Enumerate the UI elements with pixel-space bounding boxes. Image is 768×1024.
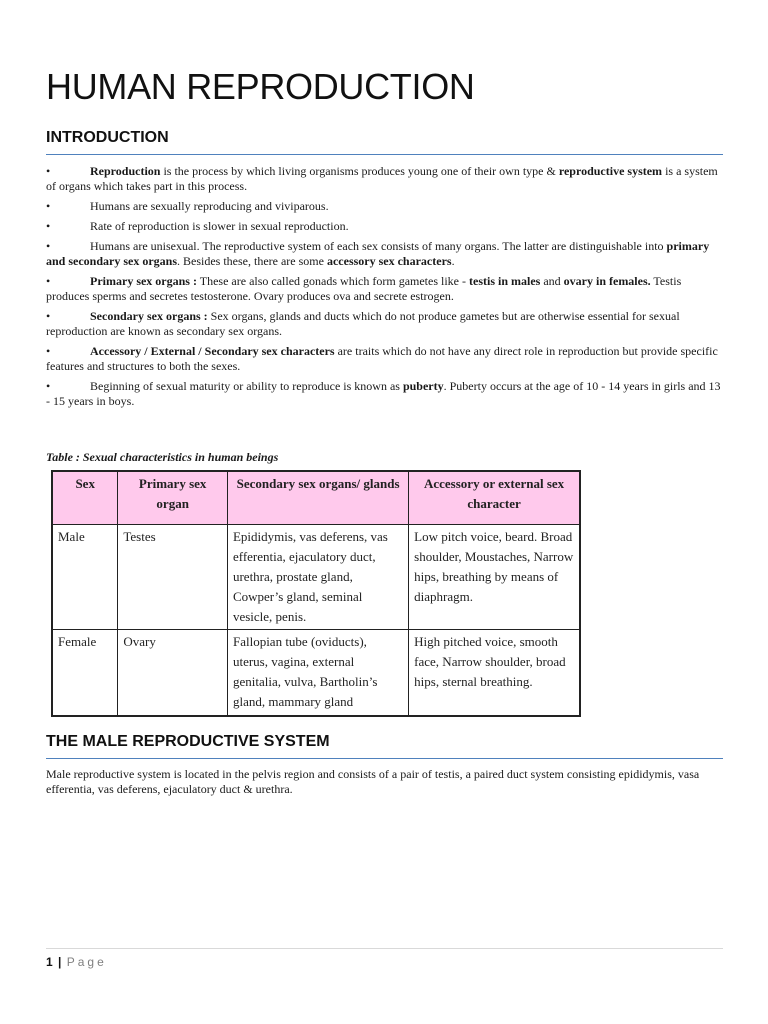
bold-term: ovary in females. bbox=[563, 274, 651, 288]
table-cell-secondary: Epididymis, vas deferens, vas efferentia, ejaculatory duct, urethra, prostate gland, Cowper’s gland, seminal vesicle, penis. bbox=[227, 525, 408, 630]
header-accessory-sex-character: Accessory or external sex character bbox=[409, 471, 580, 525]
table-cell-sex: Male bbox=[52, 525, 118, 630]
intro-list-item bbox=[46, 219, 723, 234]
page-footer bbox=[46, 955, 107, 969]
header-secondary-sex-organs: Secondary sex organs/ glands bbox=[227, 471, 408, 525]
bullet-icon: • bbox=[46, 344, 51, 358]
header-primary-sex-organ: Primary sex organ bbox=[118, 471, 228, 525]
body-text: Rate of reproduction is slower in sexual reproduction. bbox=[90, 219, 349, 233]
bold-term: accessory sex characters bbox=[326, 254, 452, 268]
body-text: Beginning of sexual maturity or ability to reproduce is known as bbox=[90, 379, 403, 393]
table-cell-primary: Testes bbox=[118, 525, 228, 630]
intro-list-item bbox=[46, 344, 723, 374]
page-number: 1 bbox=[46, 955, 53, 969]
intro-list-item bbox=[46, 309, 723, 339]
intro-list-item bbox=[46, 164, 723, 194]
body-text: Testis produces sperms and secretes testosterone. Ovary produces ova and secrete estrogen. bbox=[46, 274, 682, 303]
bold-term: Primary sex organs : bbox=[90, 274, 197, 288]
header-sex: Sex bbox=[52, 471, 118, 525]
bold-term: Accessory / External / Secondary sex characters bbox=[90, 344, 335, 358]
body-text: is the process by which living organisms produces young one of their own type & bbox=[160, 164, 559, 178]
introduction-list bbox=[46, 164, 723, 414]
bullet-icon: • bbox=[46, 239, 51, 253]
bold-term: primary and secondary sex organs bbox=[46, 239, 710, 268]
male-system-heading: THE MALE REPRODUCTIVE SYSTEM bbox=[46, 733, 330, 750]
male-system-rule bbox=[46, 758, 723, 759]
introduction-heading: INTRODUCTION bbox=[46, 129, 169, 146]
body-text: Humans are unisexual. The reproductive system of each sex consists of many organs. The latter are distinguishable into bbox=[90, 239, 667, 253]
bullet-icon: • bbox=[46, 274, 51, 288]
table-cell-accessory: Low pitch voice, beard. Broad shoulder, Moustaches, Narrow hips, breathing by means of diaphragm. bbox=[409, 525, 580, 630]
male-system-paragraph: Male reproductive system is located in the pelvis region and consists of a pair of testis, a paired duct system consisting epididymis, vasa efferentia, vas deferens, ejaculatory duct & urethra. bbox=[46, 767, 700, 796]
table-cell-sex: Female bbox=[52, 630, 118, 716]
page-label: Page bbox=[66, 955, 107, 969]
intro-list-item bbox=[46, 274, 723, 304]
bold-term: testis in males bbox=[469, 274, 541, 288]
footer-rule bbox=[46, 948, 723, 949]
bullet-icon: • bbox=[46, 379, 51, 393]
bold-term: puberty bbox=[402, 379, 444, 393]
table-caption: Table : Sexual characteristics in human beings bbox=[46, 450, 279, 464]
bold-term: reproductive system bbox=[558, 164, 663, 178]
bold-term: Reproduction bbox=[90, 164, 161, 178]
table-header-row bbox=[52, 471, 580, 525]
bullet-icon: • bbox=[46, 164, 51, 178]
body-text: are traits which do not have any direct role in reproduction but provide specific features and structures to both the sexes. bbox=[46, 344, 718, 373]
bullet-icon: • bbox=[46, 199, 51, 213]
table-cell-secondary: Fallopian tube (oviducts), uterus, vagina, external genitalia, vulva, Bartholin’s gland, mammary gland bbox=[227, 630, 408, 716]
body-text: Humans are sexually reproducing and viviparous. bbox=[90, 199, 329, 213]
page-title: HUMAN REPRODUCTION bbox=[46, 66, 475, 107]
body-text: These are also called gonads which form gametes like - bbox=[196, 274, 469, 288]
bullet-icon: • bbox=[46, 309, 51, 323]
body-text: Sex organs, glands and ducts which do not produce gametes but are otherwise essential for sexual reproduction are known as secondary sex organs. bbox=[46, 309, 680, 338]
intro-list-item bbox=[46, 239, 723, 269]
table-cell-accessory: High pitched voice, smooth face, Narrow shoulder, broad hips, sternal breathing. bbox=[409, 630, 580, 716]
table-row bbox=[52, 630, 580, 716]
body-text: . Besides these, there are some bbox=[177, 254, 327, 268]
bullet-icon: • bbox=[46, 219, 51, 233]
body-text: is a system of organs which takes part in this process. bbox=[46, 164, 718, 193]
bold-term: Secondary sex organs : bbox=[90, 309, 208, 323]
body-text: . bbox=[451, 254, 455, 268]
footer-separator: | bbox=[58, 955, 62, 969]
table-cell-primary: Ovary bbox=[118, 630, 228, 716]
body-text: . Puberty occurs at the age of 10 - 14 years in girls and 13 - 15 years in boys. bbox=[46, 379, 721, 408]
intro-list-item bbox=[46, 199, 723, 214]
sexual-characteristics-table bbox=[51, 470, 581, 717]
body-text: and bbox=[540, 274, 564, 288]
intro-list-item bbox=[46, 379, 723, 409]
table-row bbox=[52, 525, 580, 630]
introduction-rule bbox=[46, 154, 723, 155]
